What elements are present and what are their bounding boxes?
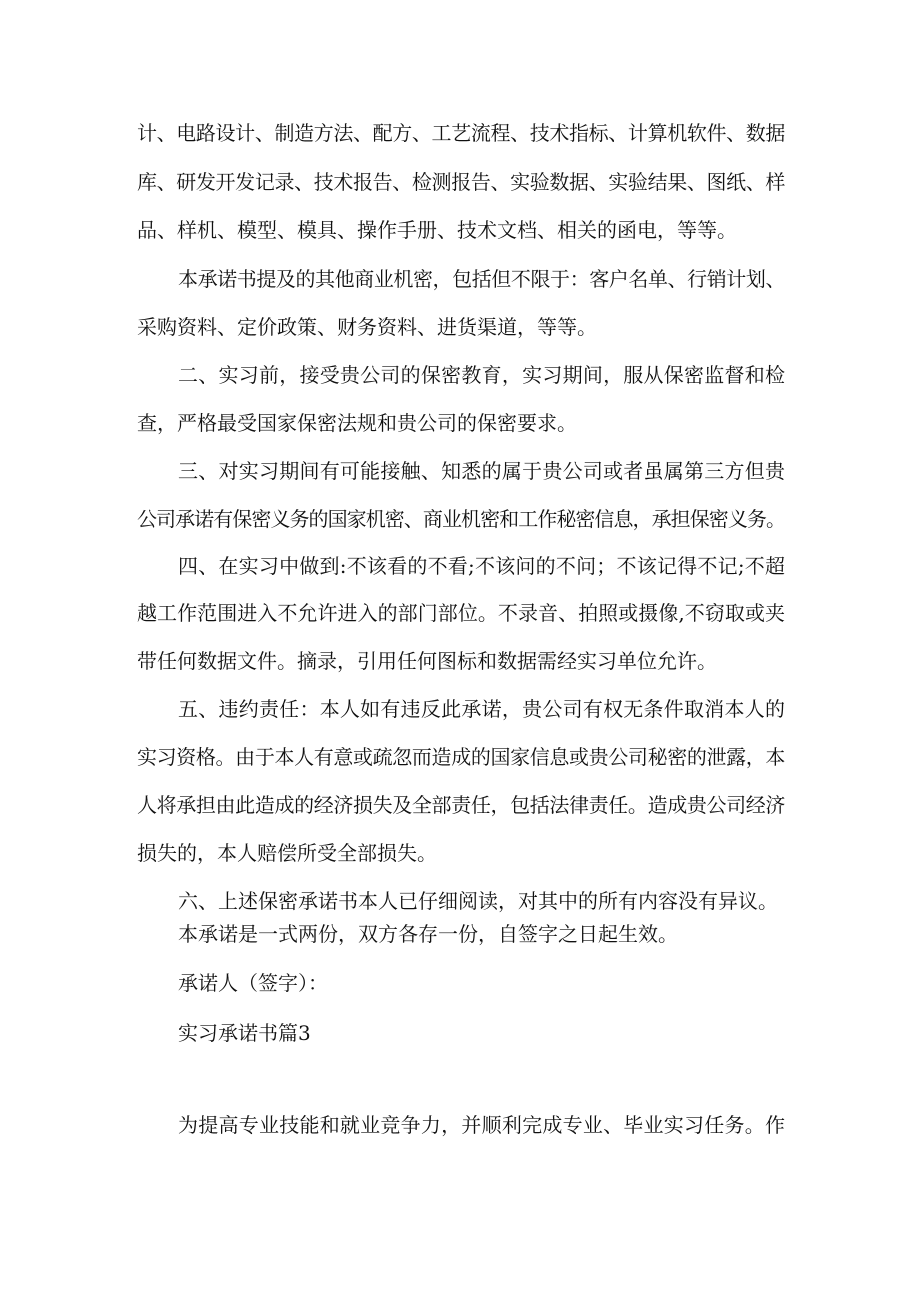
paragraph-line: 为提高专业技能和就业竞争力，并顺利完成专业、毕业实习任务。作 bbox=[178, 1113, 785, 1137]
paragraph-line: 六、上述保密承诺书本人已仔细阅读，对其中的所有内容没有异议。 bbox=[178, 889, 778, 913]
paragraph-line: 二、实习前，接受贵公司的保密教育，实习期间，服从保密监督和检 bbox=[178, 363, 785, 387]
paragraph-line: 库、研发开发记录、技术报告、检测报告、实验数据、实验结果、图纸、样 bbox=[137, 170, 785, 194]
paragraph-line: 本承诺是一式两份，双方各存一份，自签字之日起生效。 bbox=[178, 922, 678, 946]
paragraph-line: 五、违约责任：本人如有违反此承诺，贵公司有权无条件取消本人的 bbox=[178, 697, 785, 721]
paragraph-line: 查，严格最受国家保密法规和贵公司的保密要求。 bbox=[137, 411, 577, 435]
paragraph-line: 越工作范围进入不允许进入的部门部位。不录音、拍照或摄像,不窃取或夹 bbox=[137, 601, 785, 625]
section-title: 实习承诺书篇3 bbox=[178, 1021, 311, 1045]
signature-label: 承诺人（签字）： bbox=[178, 971, 328, 995]
paragraph-line: 损失的，本人赔偿所受全部损失。 bbox=[137, 841, 437, 865]
paragraph-line: 采购资料、定价政策、财务资料、进货渠道，等等。 bbox=[137, 315, 597, 339]
paragraph-line: 本承诺书提及的其他商业机密，包括但不限于：客户名单、行销计划、 bbox=[178, 267, 785, 291]
paragraph-line: 四、在实习中做到:不该看的不看;不该问的不问；不该记得不记;不超 bbox=[178, 554, 785, 578]
paragraph-line: 人将承担由此造成的经济损失及全部责任，包括法律责任。造成贵公司经济 bbox=[137, 793, 785, 817]
paragraph-line: 计、电路设计、制造方法、配方、工艺流程、技术指标、计算机软件、数据 bbox=[137, 121, 785, 145]
paragraph-line: 三、对实习期间有可能接触、知悉的属于贵公司或者虽属第三方但贵 bbox=[178, 459, 785, 483]
paragraph-line: 带任何数据文件。摘录，引用任何图标和数据需经实习单位允许。 bbox=[137, 649, 717, 673]
paragraph-line: 公司承诺有保密义务的国家机密、商业机密和工作秘密信息，承担保密义务。 bbox=[137, 507, 785, 531]
paragraph-line: 实习资格。由于本人有意或疏忽而造成的国家信息或贵公司秘密的泄露，本 bbox=[137, 745, 785, 769]
paragraph-line: 品、样机、模型、模具、操作手册、技术文档、相关的函电，等等。 bbox=[137, 218, 737, 242]
